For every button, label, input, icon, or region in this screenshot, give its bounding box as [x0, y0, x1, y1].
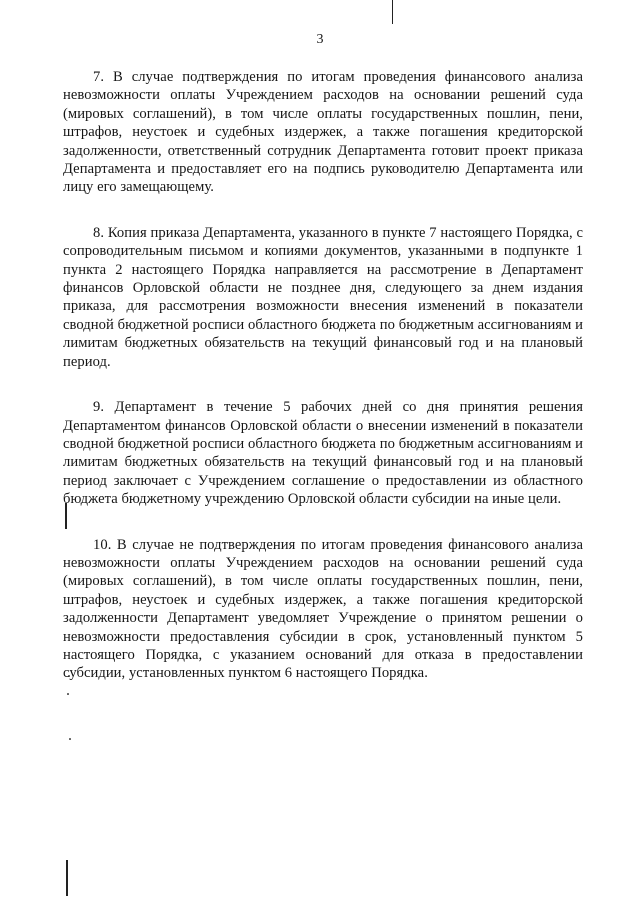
paragraph-10: 10. В случае не подтверждения по итогам проведения финансового анализа невозможности оплаты Учреждением расходов на основании решений суда (мировых соглашений), в том числе оплаты государственных пошлин, пени, штрафов, неустоек и судебных издержек, а также погашения кредиторской задолженности Департамент уведомляет Учреждение о принятом решении о невозможности предоставления субсидии в срок, установленный пунктом 5 настоящего Порядка, с указанием оснований для отказа в предоставлении субсидии, установленных пунктом 6 настоящего Порядка.: [63, 536, 583, 682]
document-body: [63, 68, 583, 710]
scan-mark-bottom: [66, 860, 68, 896]
page-number: 3: [316, 32, 324, 47]
scan-mark-top: [392, 0, 393, 24]
paragraph-8: 8. Копия приказа Департамента, указанного в пункте 7 настоящего Порядка, с сопроводительным письмом и копиями документов, указанными в подпункте 1 пункта 2 настоящего Порядка направляется на рассмотрение в Департамент финансов Орловской области не позднее дня, следующего за днем издания приказа, для рассмотрения возможности внесения изменений в показатели сводной бюджетной росписи областного бюджета по бюджетным ассигнованиям и лимитам бюджетных обязательств на текущий финансовый год и на плановый период.: [63, 224, 583, 370]
scan-speck: [69, 738, 71, 740]
paragraph-7: 7. В случае подтверждения по итогам проведения финансового анализа невозможности оплаты Учреждением расходов на основании решений суда (мировых соглашений), в том числе оплаты государственных пошлин, пени, штрафов, неустоек и судебных издержек, а также погашения кредиторской задолженности, ответственный сотрудник Департамента готовит проект приказа Департамента и предоставляет его на подпись руководителю Департамента или лицу его замещающему.: [63, 69, 583, 196]
paragraph-9: 9. Департамент в течение 5 рабочих дней со дня принятия решения Департаментом финансов Орловской области о внесении изменений в показатели сводной бюджетной росписи областного бюджета по бюджетным ассигнованиям и лимитам бюджетных обязательств на текущий финансовый год и на плановый период заключает с Учреждением соглашение о предоставлении из областного бюджета бюджетному учреждению Орловской области субсидии на иные цели.: [63, 399, 583, 508]
